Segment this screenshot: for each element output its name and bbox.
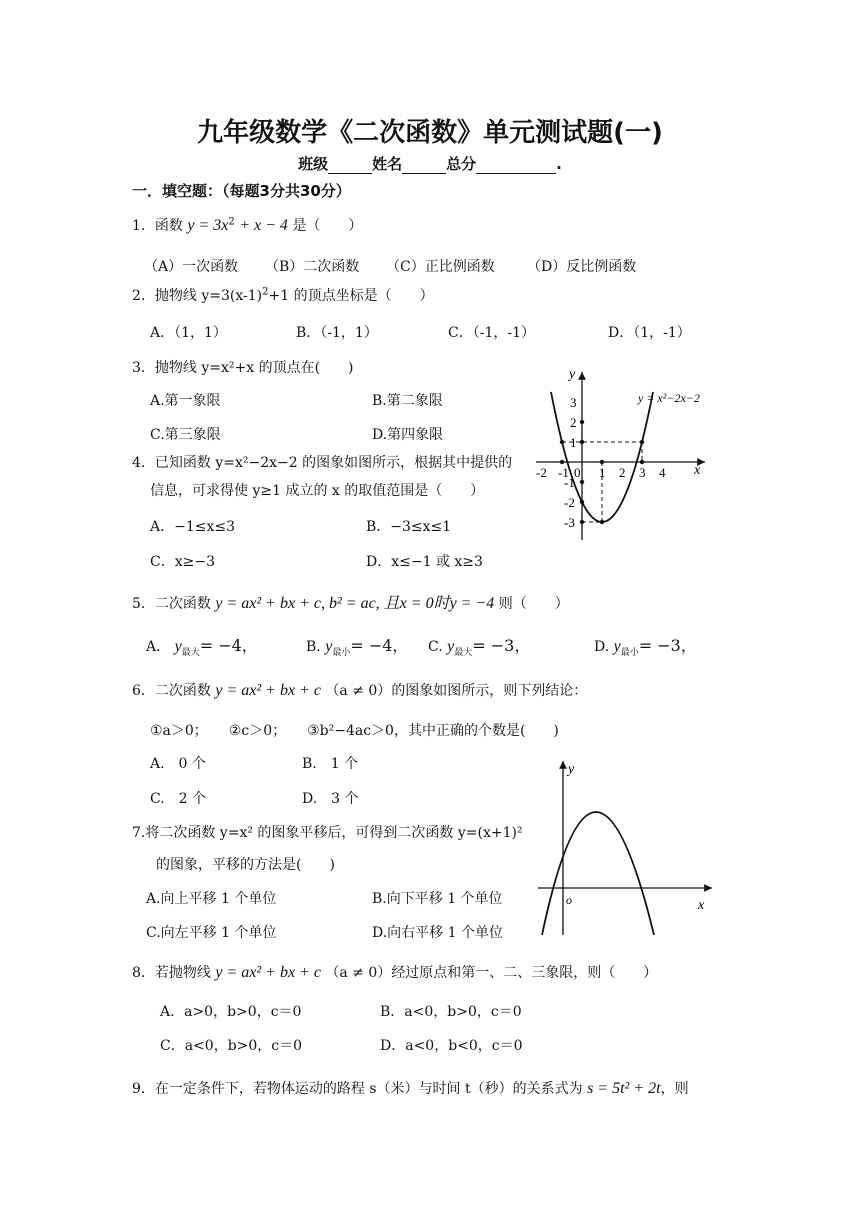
parabola-figure-1 [530,362,720,542]
point-x3 [640,460,644,464]
q2-option-a: A．（1，1） [150,325,227,341]
q2-option-c: C．（-1，-1） [448,325,535,341]
class-blank [328,157,372,174]
q1-tail: 是（ ） [292,218,363,234]
q5-b-y: y [325,638,333,655]
q5-expr: y = ax² + bx + c, b² = ac, 且x = 0时y = −4 [215,595,495,612]
x-tick: 1 [599,465,606,480]
y-axis-label: y [568,762,575,777]
q8-expr: y = ax² + bx + c [215,964,321,981]
point-ym1 [580,480,584,484]
question-6-line2: ①a＞0； ②c＞0； ③b²−4ac＞0，其中正确的个数是( ) [150,723,559,739]
q5-c-sub: 最大 [454,647,473,658]
y-tick: 3 [570,395,577,410]
point-x1 [600,460,604,464]
q5-a-prefix: A． [146,639,171,655]
y-tick: -2 [564,495,575,510]
x-tick: -2 [536,465,547,480]
page-title: 九年级数学《二次函数》单元测试题(一) [197,118,663,148]
q5-a-sub: 最大 [181,647,200,658]
q5-d-value: = −3， [638,636,697,655]
q3-option-b: B.第二象限 [372,393,443,409]
q2-option-b: B．（-1，1） [296,325,378,341]
student-info-line [0,153,860,174]
point-y2 [580,420,584,424]
x-axis-label: x [694,463,701,478]
q5-c-value: = −3， [472,636,531,655]
q1-expr-tail: + x − 4 [239,217,288,234]
point-y1 [580,440,584,444]
section-heading: 一．填空题：（每题3分共30分） [132,182,351,200]
y-tick: 1 [570,435,577,450]
y-tick: -3 [564,515,575,530]
q2-text: 2．抛物线 y=3(x-1) [132,288,263,304]
class-label: 班级 [298,155,329,173]
origin-label: o [566,893,572,907]
score-label: 总分 [446,155,477,173]
q6-tail: 的图象如图所示，则下列结论： [391,683,588,699]
q7-option-a: A.向上平移 1 个单位 [146,891,277,907]
point-ym2 [580,500,584,504]
q5-a-value: = −4， [199,636,258,655]
q5-d-sub: 最小 [620,647,639,658]
question-4-line1: 4．已知函数 y=x²−2x−2 的图象如图所示，根据其中提供的 [132,455,513,471]
q1-expr: y = 3x [187,217,229,234]
q6-option-b: B. 1 个 [302,756,359,772]
question-7-line2: 的图象，平移的方法是( ) [156,857,335,873]
x-tick: -1 [558,465,569,480]
question-6 [132,680,587,700]
x-axis-label: x [698,898,705,913]
q3-option-a: A.第一象限 [150,393,221,409]
q6-cond: （a ≠ 0） [325,683,392,699]
q8-option-a: A．a>0，b>0，c＝0 [160,1004,302,1020]
question-9 [132,1078,689,1098]
q2-text-tail: +1 的顶点坐标是（ ） [268,288,434,304]
x-tick-labels [536,465,666,480]
q1-number: 1．函数 [132,218,183,234]
q5-option-c [428,633,530,658]
q1-option-d: （D）反比例函数 [527,259,637,275]
q7-option-d: D.向右平移 1 个单位 [372,925,503,941]
q1-sup: 2 [228,216,235,228]
q3-option-d: D.第四象限 [372,427,444,443]
q7-option-c: C.向左平移 1 个单位 [146,925,277,941]
q5-text: 5．二次函数 [132,596,211,612]
q8-tail: 经过原点和第一、二、三象限，则（ ） [391,965,658,981]
q6-text: 6．二次函数 [132,683,211,699]
q5-c-prefix: C. [428,639,443,655]
y-tick: 2 [570,415,577,430]
parabola-figure-2 [532,755,722,940]
q6-option-a: A. 0 个 [150,756,206,772]
q5-option-b [306,633,408,658]
point-m1-1 [560,440,564,444]
q6-option-c: C. 2 个 [150,791,207,807]
question-3: 3．抛物线 y=x²+x 的顶点在( ) [132,360,354,376]
q8-option-d: D．a<0，b<0，c＝0 [380,1038,523,1054]
point-3-1 [640,440,644,444]
q4-option-a: A．−1≤x≤3 [150,519,236,535]
q5-b-value: = −4， [350,636,409,655]
x-tick: 2 [619,465,626,480]
q1-option-a: （A）一次函数 [144,259,239,275]
point-ym3 [580,520,584,524]
q8-option-c: C．a<0，b>0，c＝0 [160,1038,303,1054]
question-1 [132,215,362,235]
q4-option-d: D．x≤−1 或 x≥3 [366,554,483,570]
x-tick: 4 [659,465,666,480]
q5-b-sub: 最小 [332,647,351,658]
q4-option-b: B．−3≤x≤1 [366,519,452,535]
q4-option-c: C．x≥−3 [150,554,215,570]
q8-cond: （a ≠ 0） [325,965,392,981]
q8-option-b: B．a<0，b>0，c＝0 [380,1004,522,1020]
q5-option-a [146,633,258,658]
x-tick: 3 [639,465,646,480]
question-7-line1: 7.将二次函数 y=x² 的图象平移后，可得到二次函数 y=(x+1)² [132,825,523,841]
q9-expr: s = 5t² + 2t [587,1080,661,1097]
question-5 [132,590,569,613]
q2-sup: 2 [262,286,269,298]
q7-option-b: B.向下平移 1 个单位 [372,891,503,907]
question-4-line2: 信息，可求得使 y≥1 成立的 x 的取值范围是（ ） [150,483,485,499]
curve-label: y = x²−2x−2 [638,391,700,405]
q5-c-y: y [447,638,455,655]
q1-option-b: （B）二次函数 [265,259,360,275]
score-blank [476,157,556,174]
subtitle-end: . [556,155,562,173]
q6-option-d: D. 3 个 [302,791,359,807]
q5-a-y: y [174,638,182,655]
parabola-curve [542,812,654,935]
q5-tail: 则（ ） [498,596,569,612]
q5-b-prefix: B. [306,639,321,655]
y-axis-label: y [569,367,576,382]
x-tick: 0 [574,465,581,480]
q5-d-y: y [613,638,621,655]
question-8 [132,962,657,982]
q5-option-d [594,633,697,658]
question-2 [132,285,434,305]
q9-text: 9．在一定条件下，若物体运动的路程 s（米）与时间 t（秒）的关系式为 [132,1081,583,1097]
q9-tail: ，则 [660,1081,689,1097]
y-tick: -1 [564,475,575,490]
q6-expr: y = ax² + bx + c [215,682,321,699]
q8-text: 8．若抛物线 [132,965,211,981]
name-label: 姓名 [372,155,403,173]
q2-option-d: D．（1，-1） [608,325,691,341]
point-vertex [600,520,604,524]
q5-d-prefix: D. [594,639,610,655]
point-xm1 [560,460,564,464]
name-blank [402,157,446,174]
q1-option-c: （C）正比例函数 [386,259,495,275]
q3-option-c: C.第三象限 [150,427,221,443]
